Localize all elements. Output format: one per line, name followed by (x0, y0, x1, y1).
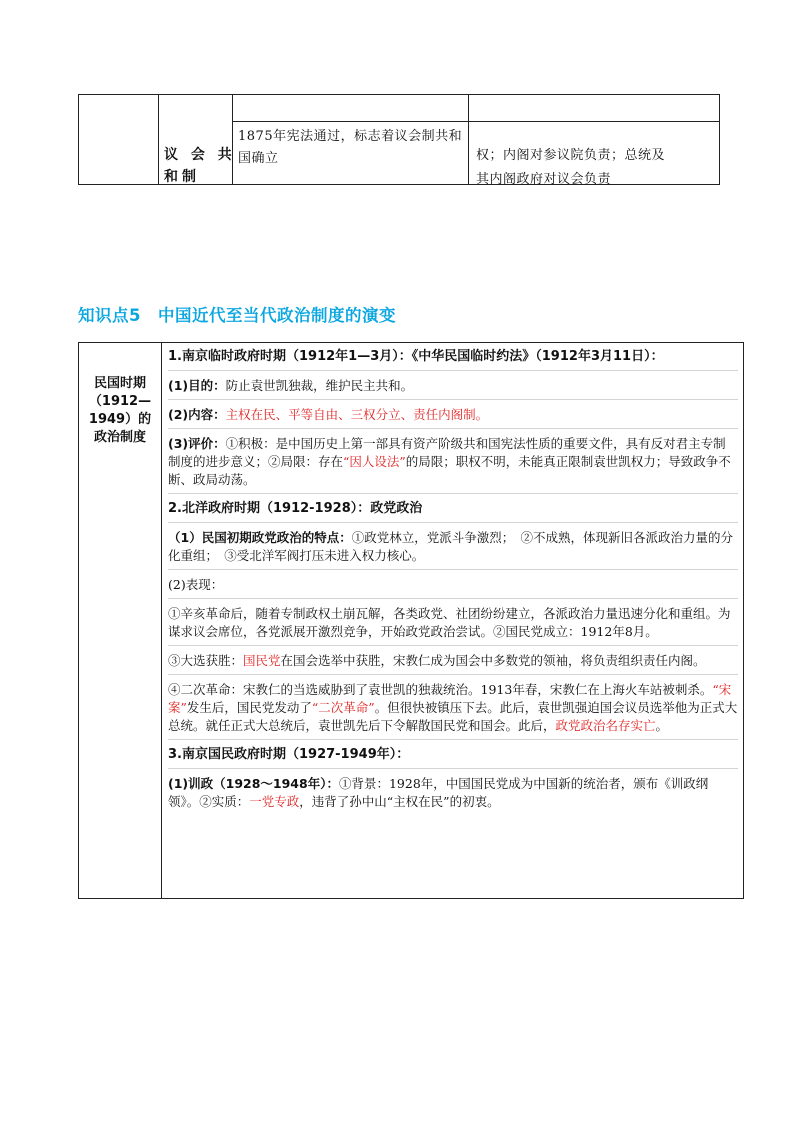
table-row-divider (232, 121, 720, 122)
s1-evaluation (168, 433, 738, 494)
s2-item-4-text-b: 发生后，国民党发动了 (186, 700, 312, 715)
content-column (168, 346, 738, 819)
period-label-line: （1912— (88, 394, 152, 409)
table-border-top (78, 94, 720, 95)
constitution-1875-text: 1875年宪法通过，标志着议会制共和国确立 (238, 129, 463, 166)
label-line-1: 议 会 共 (164, 147, 236, 163)
s3-tutelage-text-b: ，违背了孙中山“主权在民”的初衷。 (299, 794, 500, 809)
s2-item-4 (168, 679, 738, 740)
s2-item-4-red-1: “宋案” (168, 682, 732, 715)
s1-eval-red: “因人设法” (343, 454, 406, 469)
s1-purpose-text: 防止袁世凯独裁，维护民主共和。 (225, 378, 414, 393)
s1-content (168, 404, 738, 429)
left-column (79, 343, 162, 898)
s2-item-4-text-a: ④二次革命：宋教仁的当选威胁到了袁世凯的独裁统治。1913年春，宋教仁在上海火车站被刺杀。 (168, 682, 713, 697)
right-line-2: 其内阁政府对议会负责 (476, 172, 612, 187)
s1-purpose (168, 375, 738, 400)
s3-tutelage-text-a: ①背景：1928年，中国国民党成为中国新的统治者，颁布《训政纲领》。②实质： (168, 776, 709, 809)
top-table (78, 94, 720, 185)
s2-item-4-red-2: “二次革命” (311, 700, 375, 715)
s1-eval-text-b: 的局限；职权不明，未能真正限制袁世凯权力；导致政争不断、政局动荡。 (168, 454, 731, 487)
s3-tutelage (168, 773, 738, 815)
s3-tutelage-label: (1)训政（1928～1948年）： (168, 776, 339, 791)
s2-item-1-2 (168, 603, 738, 646)
knowledge-point-heading: 知识点5 中国近代至当代政治制度的演变 (78, 306, 396, 325)
s2-item-4-text-d: 。 (655, 718, 669, 733)
section-3-title: 3.南京国民政府时期（1927-1949年）： (168, 747, 410, 762)
section-3-title-block (168, 744, 738, 769)
s2-features (168, 527, 738, 570)
parliamentary-republic-label (164, 144, 236, 188)
section-1-title-block (168, 346, 738, 371)
table-col-divider-3 (468, 94, 469, 185)
s2-item-3 (168, 650, 738, 675)
s2-item-3-red: 国民党 (243, 653, 281, 668)
table-col-divider-1 (158, 94, 159, 185)
period-label-line: 民国时期 (93, 376, 146, 391)
section-2-title-block (168, 498, 738, 523)
s2-item-3-text-a: ③大选获胜： (168, 653, 244, 668)
right-line-1: 权；内阁对参议院负责；总统及 (476, 148, 666, 163)
s2-manifestation (168, 574, 738, 599)
period-label (85, 375, 155, 447)
s3-tutelage-red: 一党专政 (249, 794, 300, 809)
period-label-line: 1949）的 (88, 412, 152, 427)
cabinet-responsibility-text (476, 144, 716, 192)
label-line-2: 和制 (164, 169, 200, 185)
s2-item-3-text-b: 在国会选举中获胜，宋教仁成为国会中多数党的领袖，将负责组织责任内阁。 (280, 653, 706, 668)
s2-item-1-2-text: ①辛亥革命后，随着专制政权土崩瓦解，各类政党、社团纷纷建立，各派政治力量迅速分化和重组。为谋求议会席位，各党派展开激烈竞争，开始政党政治尝试。②国民党成立：1912年8月。 (168, 606, 731, 639)
s1-eval-label: (3)评价： (168, 436, 226, 451)
s1-content-text: 主权在民、平等自由、三权分立、责任内阁制。 (225, 407, 489, 422)
s1-content-label: (2)内容： (168, 407, 226, 422)
period-label-line: 政治制度 (93, 430, 146, 445)
section-2-title: 2.北洋政府时期（1912-1928）：政党政治 (168, 501, 423, 516)
s2-features-label: （1）民国初期政党政治的特点： (168, 530, 352, 545)
s1-purpose-label: (1)目的： (168, 378, 226, 393)
s1-eval-text-a: ①积极：是中国历史上第一部具有资产阶级共和国宪法性质的重要文件，具有反对君主专制制度的进步意义；②局限：存在 (168, 436, 726, 469)
table-border-left (78, 94, 79, 185)
s2-item-4-text-c: 。但很快被镇压下去。此后，袁世凯强迫国会议员选举他为正式大总统。就任正式大总统后，袁世凯先后下令解散国民党和国会。此后， (168, 700, 738, 733)
table-border-right (719, 94, 720, 185)
main-table (78, 342, 744, 899)
s2-item-4-red-3: 政党政治名存实亡 (555, 718, 656, 733)
s2-features-text: ①政党林立，党派斗争激烈； ②不成熟，体现新旧各派政治力量的分化重组； ③受北洋军阀打压未进入权力核心。 (168, 530, 733, 563)
section-1-title: 1.南京临时政府时期（1912年1—3月）：《中华民国临时约法》（1912年3月11日）： (168, 349, 664, 364)
s2-manifestation-label: (2)表现： (168, 577, 224, 592)
